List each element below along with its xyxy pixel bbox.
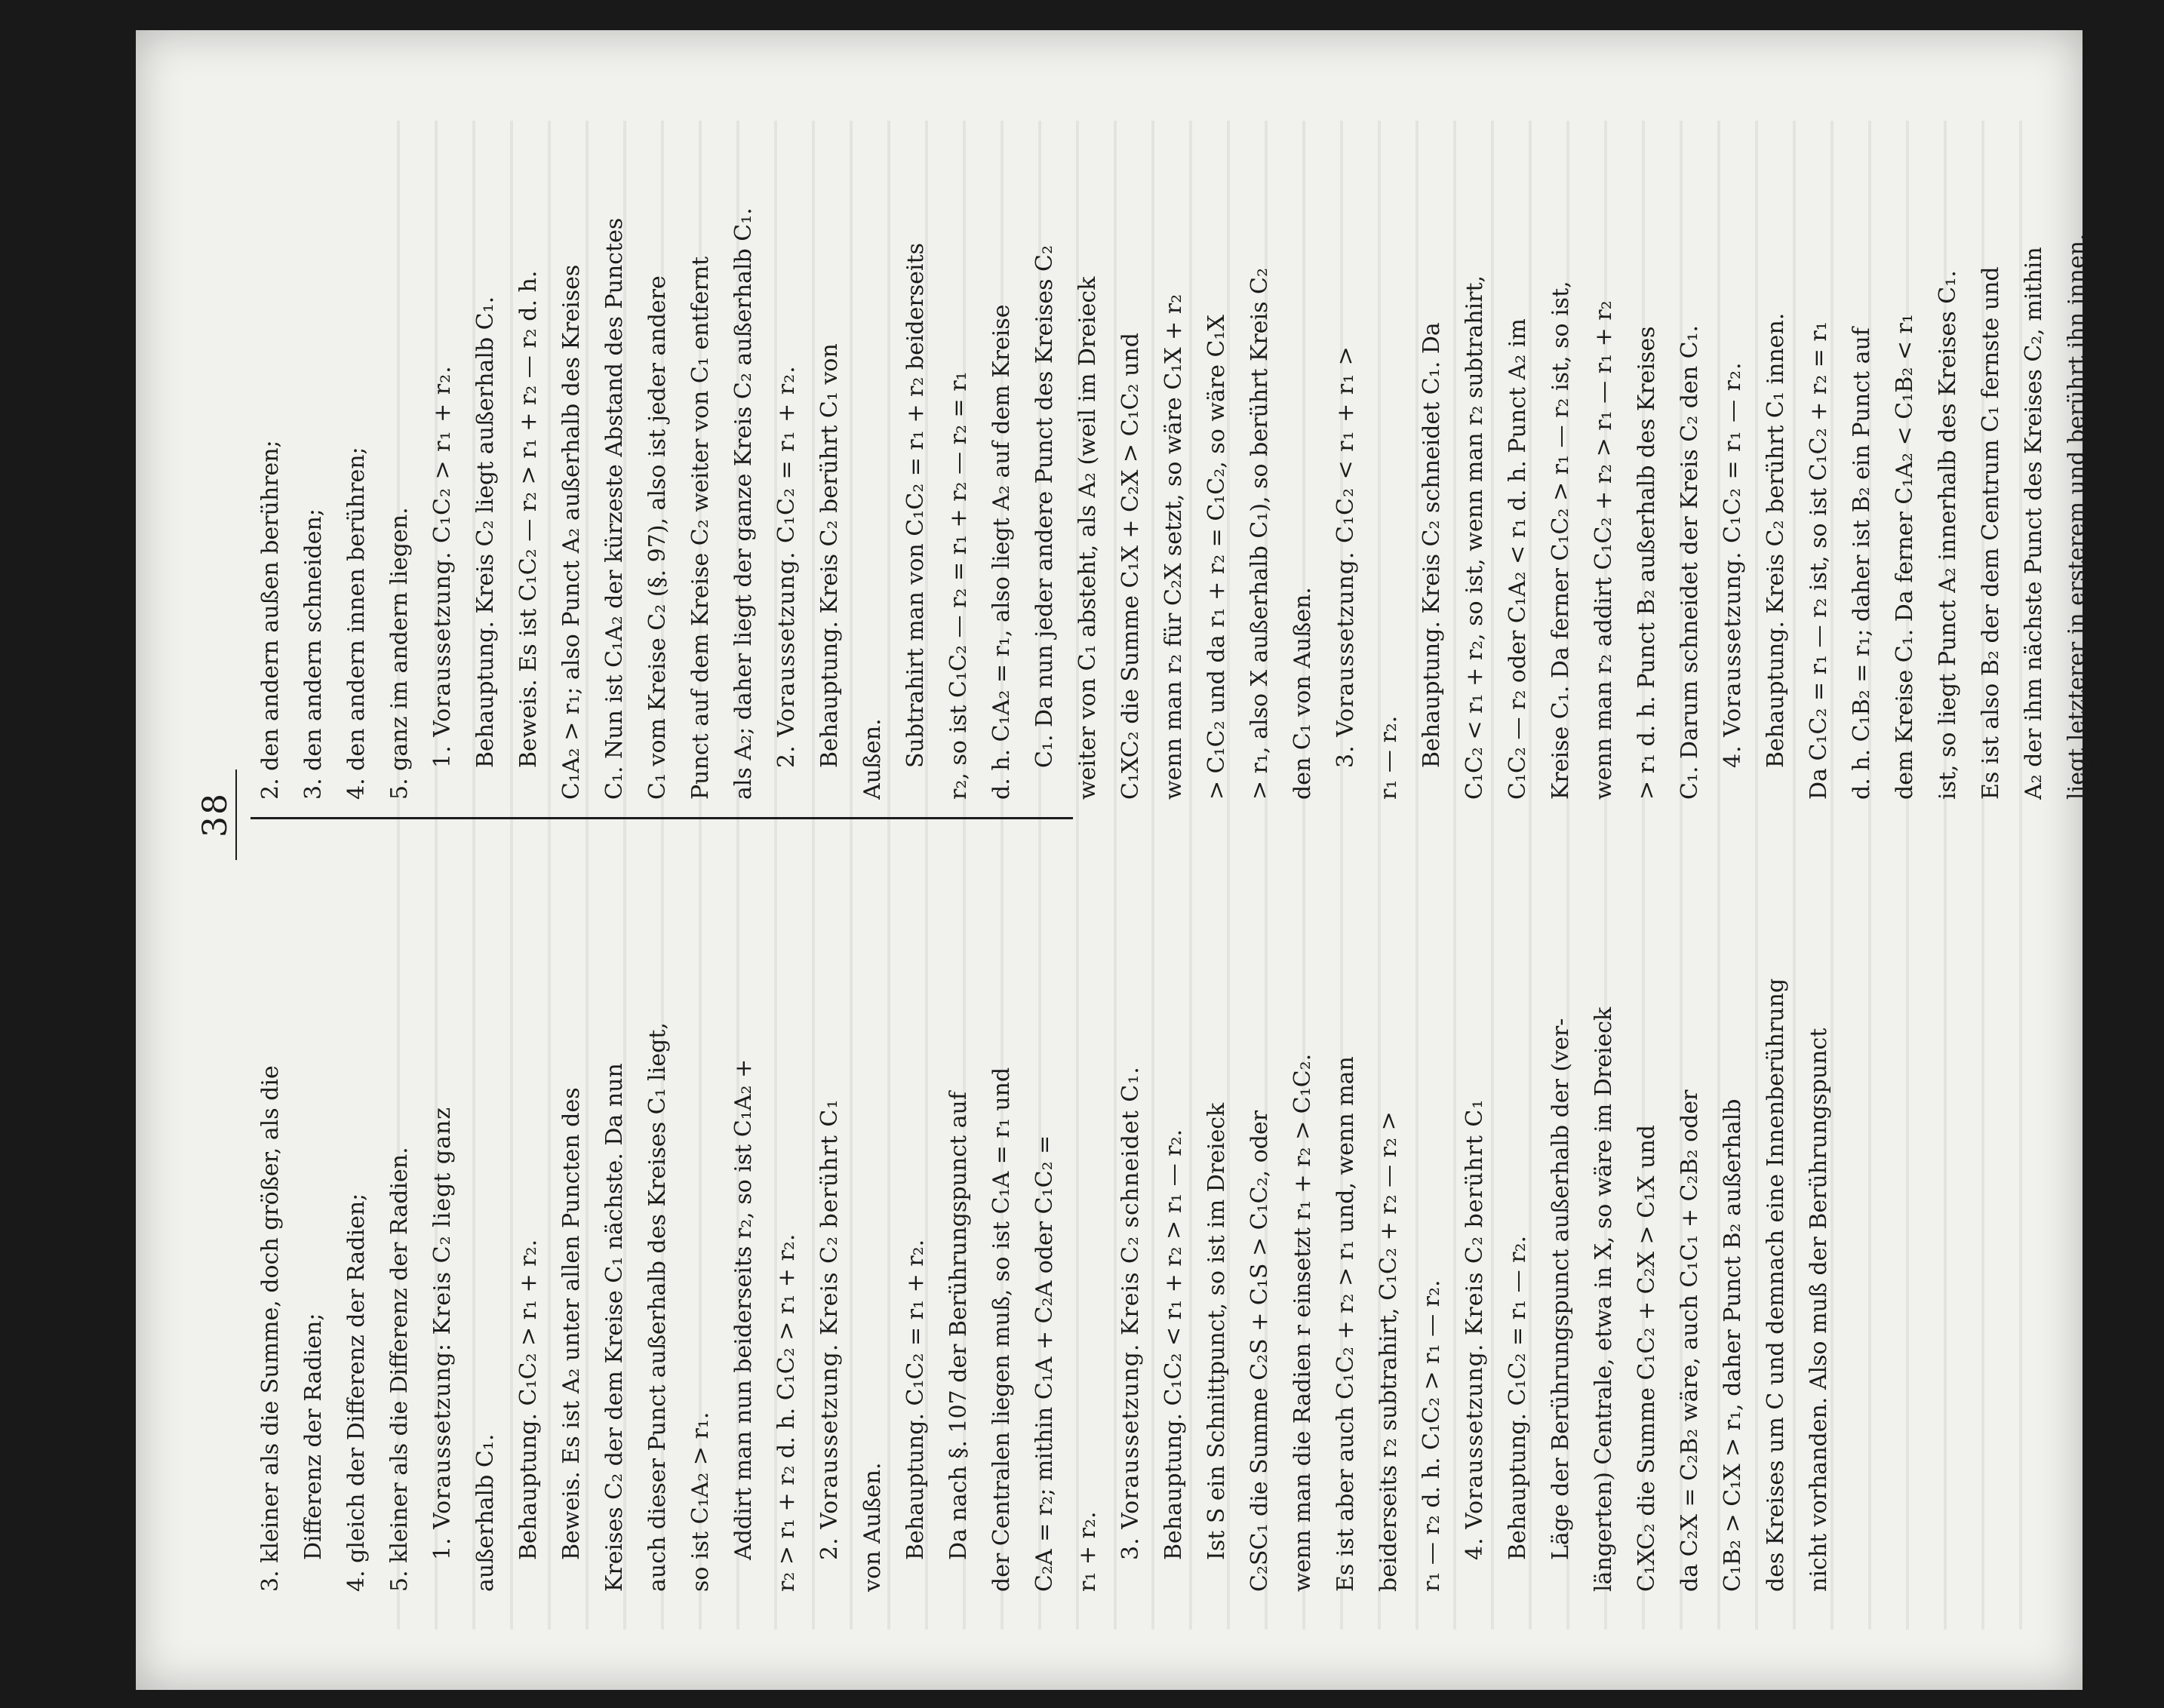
text-line: r₁ — r₂ d. h. C₁C₂ > r₁ — r₂. xyxy=(1419,1279,1445,1592)
text-line: d. h. C₁B₂ = r₁; daher ist B₂ ein Punct auf xyxy=(1849,327,1875,800)
text-line: Subtrahirt man von C₁C₂ = r₁ + r₂ beiderseits xyxy=(902,243,929,768)
text-line: 4. Voraussetzung. C₁C₂ = r₁ — r₂. xyxy=(1720,361,1746,768)
text-line: Behauptung. Kreis C₂ berührt C₁ innen. xyxy=(1763,312,1789,768)
text-line: Da nach §. 107 der Berührungspunct auf xyxy=(945,1092,972,1560)
text-line: außerhalb C₁. xyxy=(472,1433,499,1592)
text-line: 2. den andern außen berühren; xyxy=(257,440,284,800)
text-line: Außen. xyxy=(859,718,886,800)
text-line: Behauptung. C₁C₂ = r₁ — r₂. xyxy=(1505,1235,1531,1560)
text-line: 3. kleiner als die Summe, doch größer, als die xyxy=(257,1065,284,1592)
text-line: 4. gleich der Differenz der Radien; xyxy=(343,1193,370,1592)
text-line: A₂ der ihm nächste Punct des Kreises C₂, mithin xyxy=(2021,247,2047,800)
text-line: > r₁ d. h. Punct B₂ außerhalb des Kreises xyxy=(1634,326,1660,800)
page-number: 38 xyxy=(196,770,237,860)
text-line: C₁XC₂ die Summe C₁C₂ + C₂X > C₁X und xyxy=(1634,1125,1660,1592)
text-line: Behauptung. Kreis C₂ berührt C₁ von xyxy=(816,343,843,768)
text-line: der Centralen liegen muß, so ist C₁A = r₁ und xyxy=(988,1067,1015,1592)
text-line: Behauptung. C₁C₂ = r₁ + r₂. xyxy=(902,1239,929,1560)
text-line: Punct auf dem Kreise C₂ weiter von C₁ entfernt xyxy=(687,256,714,800)
text-line: auch dieser Punct außerhalb des Kreises C₁ liegt, xyxy=(644,1022,671,1592)
text-line: da C₂X = C₂B₂ wäre, auch C₁C₁ + C₂B₂ oder xyxy=(1677,1089,1703,1592)
text-line: Behauptung. C₁C₂ < r₁ + r₂ > r₁ — r₂. xyxy=(1160,1129,1187,1560)
text-line: Kreise C₁. Da ferner C₁C₂ > r₁ — r₂ ist, so ist, xyxy=(1548,281,1574,800)
text-line: nicht vorhanden. Also muß der Berührungspunct xyxy=(1806,1028,1832,1592)
text-line: längerten) Centrale, etwa in X, so wäre im Dreieck xyxy=(1591,1006,1617,1592)
text-line: C₁. Darum schneidet der Kreis C₂ den C₁. xyxy=(1677,324,1703,800)
text-line: 2. Voraussetzung. Kreis C₂ berührt C₁ xyxy=(816,1098,843,1560)
text-line: so ist C₁A₂ > r₁. xyxy=(687,1412,714,1592)
text-line: C₁A₂ > r₁; also Punct A₂ außerhalb des Kreises xyxy=(558,264,585,800)
text-line: Kreises C₂ der dem Kreise C₁ nächste. Da nun xyxy=(601,1063,628,1592)
text-line: d. h. C₁A₂ = r₁, also liegt A₂ auf dem Kreise xyxy=(988,304,1015,800)
text-line: wenn man die Radien r einsetzt r₁ + r₂ > C₁C₂. xyxy=(1289,1053,1316,1592)
text-line: dem Kreise C₁. Da ferner C₁A₂ < C₁B₂ < r₁ xyxy=(1892,314,1918,800)
text-line: wenn man r₂ für C₂X setzt, so wäre C₁X + r₂ xyxy=(1160,293,1187,800)
text-line: Läge der Berührungspunct außerhalb der (ver- xyxy=(1548,1018,1574,1560)
text-line: C₁ vom Kreise C₂ (§. 97), also ist jeder andere xyxy=(644,275,671,800)
text-line: r₂ > r₁ + r₂ d. h. C₁C₂ > r₁ + r₂. xyxy=(773,1233,800,1592)
text-line: r₁ + r₂. xyxy=(1074,1511,1101,1592)
text-line: Beweis. Es ist C₁C₂ — r₂ > r₁ + r₂ — r₂ d. h. xyxy=(515,270,542,768)
text-line: 4. den andern innen berühren; xyxy=(343,447,370,800)
text-line: Es ist aber auch C₁C₂ + r₂ > r₁ und, wenn man xyxy=(1333,1056,1359,1592)
text-line: 3. den andern schneiden; xyxy=(300,508,327,800)
text-line: C₁. Da nun jeder andere Punct des Kreises C₂ xyxy=(1031,245,1058,768)
text-line: > C₁C₂ und da r₁ + r₂ = C₁C₂, so wäre C₁X xyxy=(1203,315,1230,800)
text-line: > r₁, also X außerhalb C₁), so berührt Kreis C₂ xyxy=(1246,268,1273,800)
text-line: als A₂; daher liegt der ganze Kreis C₂ außerhalb C₁. xyxy=(730,207,757,800)
text-line: C₂SC₁ die Summe C₂S + C₁S > C₁C₂, oder xyxy=(1246,1110,1273,1592)
text-line: C₁XC₂ die Summe C₁X + C₂X > C₁C₂ und xyxy=(1117,333,1144,800)
right-column xyxy=(249,75,2098,800)
text-line: des Kreises um C und demnach eine Innenberührung xyxy=(1763,978,1789,1592)
text-line: C₁. Nun ist C₁A₂ der kürzeste Abstand des Punctes xyxy=(601,217,628,800)
text-line: Behauptung. Kreis C₂ schneidet C₁. Da xyxy=(1419,322,1445,768)
text-line: 2. Voraussetzung. C₁C₂ = r₁ + r₂. xyxy=(773,365,800,768)
text-line: r₂, so ist C₁C₂ — r₂ = r₁ + r₂ — r₂ = r₁ xyxy=(945,371,972,800)
text-line: C₁C₂ — r₂ oder C₁A₂ < r₁ d. h. Punct A₂ im xyxy=(1505,318,1531,800)
text-line: Behauptung. C₁C₂ > r₁ + r₂. xyxy=(515,1239,542,1560)
column-divider xyxy=(251,817,1073,819)
left-column xyxy=(249,868,1840,1592)
text-line: C₁B₂ > C₁X > r₁, daher Punct B₂ außerhalb xyxy=(1720,1098,1746,1592)
text-line: 5. kleiner als die Differenz der Radien. xyxy=(386,1147,413,1592)
text-line: 3. Voraussetzung. Kreis C₂ schneidet C₁. xyxy=(1117,1066,1144,1560)
text-line: weiter von C₁ absteht, als A₂ (weil im Dreieck xyxy=(1074,276,1101,800)
text-line: 5. ganz im andern liegen. xyxy=(386,507,413,800)
text-line: 1. Voraussetzung. C₁C₂ > r₁ + r₂. xyxy=(429,365,456,768)
text-line: den C₁ von Außen. xyxy=(1289,587,1316,800)
text-line: Addirt man nun beiderseits r₂, so ist C₁A₂ + xyxy=(730,1058,757,1560)
text-line: 4. Voraussetzung. Kreis C₂ berührt C₁ xyxy=(1462,1098,1488,1560)
text-line: ist, so liegt Punct A₂ innerhalb des Kreises C₁. xyxy=(1935,270,1961,800)
text-line: wenn man r₂ addirt C₁C₂ + r₂ > r₁ — r₁ + r₂ xyxy=(1591,300,1617,800)
text-line: 3. Voraussetzung. C₁C₂ < r₁ + r₁ > xyxy=(1333,346,1359,768)
text-line: liegt letzterer in ersterem und berührt ihn innen. xyxy=(2064,233,2090,800)
text-line: Es ist also B₂ der dem Centrum C₁ fernste und xyxy=(1978,266,2004,800)
text-line: Da C₁C₂ = r₁ — r₂ ist, so ist C₁C₂ + r₂ = r₁ xyxy=(1806,321,1832,800)
text-line: Ist S ein Schnittpunct, so ist im Dreieck xyxy=(1203,1102,1230,1560)
text-line: Beweis. Es ist A₂ unter allen Puncten des xyxy=(558,1087,585,1560)
text-line: Behauptung. Kreis C₂ liegt außerhalb C₁. xyxy=(472,296,499,768)
text-line: r₁ — r₂. xyxy=(1376,715,1402,800)
text-line: C₁C₂ < r₁ + r₂, so ist, wenn man r₂ subtrahirt, xyxy=(1462,275,1488,800)
rotated-text-page xyxy=(196,53,2090,1599)
text-line: beiderseits r₂ subtrahirt, C₁C₂ + r₂ — r₂ > xyxy=(1376,1111,1402,1592)
text-line: von Außen. xyxy=(859,1462,886,1592)
text-line: Differenz der Radien; xyxy=(300,1313,327,1560)
text-line: C₂A = r₂; mithin C₁A + C₂A oder C₁C₂ = xyxy=(1031,1135,1058,1592)
text-line: 1. Voraussetzung: Kreis C₂ liegt ganz xyxy=(429,1106,456,1560)
